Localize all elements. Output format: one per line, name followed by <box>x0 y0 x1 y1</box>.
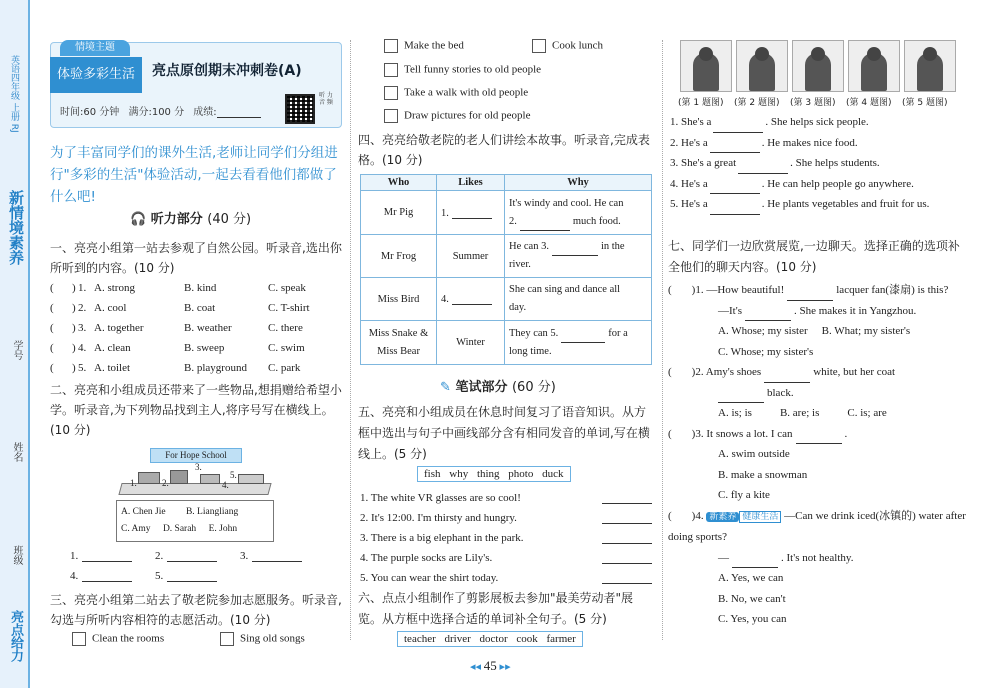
q7-stem: 七、同学们一边欣赏展览,一边聊天。选择正确的选项补全他们的聊天内容。(10 分) <box>668 239 960 274</box>
sentence-text: 1. She's a <box>670 116 712 128</box>
sentence-text: 5. He's a <box>670 198 708 210</box>
q5-sentence <box>360 508 652 528</box>
pencils-item <box>200 474 220 484</box>
why-text: They can 5. <box>509 327 559 339</box>
q7-item: ( )4. 新素养 健康生活 —Can we drink iced(冰镇的) water after doing sports? <box>668 509 966 543</box>
answer-blank[interactable] <box>710 203 760 215</box>
q1-opt-c[interactable]: C. park <box>268 362 301 374</box>
answer-blank[interactable] <box>796 432 842 444</box>
blank-num: 4. <box>441 294 449 305</box>
q7-options <box>668 589 968 610</box>
owner-e: E. John <box>208 524 238 534</box>
option-c[interactable]: C. Yes, you can <box>718 613 787 625</box>
badge-new-literacy: 新素养 <box>706 512 739 522</box>
pic-caption: (第 5 题图) <box>902 98 948 108</box>
owner-list <box>116 500 274 542</box>
cell-likes: Winter <box>437 321 505 365</box>
silhouette-pic-doctor <box>680 40 732 92</box>
option-b[interactable]: B. make a snowman <box>718 468 808 481</box>
cell-why <box>505 321 652 365</box>
question-text: It snows a lot. I can <box>706 427 793 440</box>
prev-arrow-icon: ◂◂ <box>470 661 482 673</box>
q1-opt-a[interactable]: A. together <box>94 322 144 334</box>
cell-why <box>505 191 652 235</box>
item-number: 1. <box>130 478 137 488</box>
header-who: Who <box>361 175 437 191</box>
header-why: Why <box>505 175 652 191</box>
sentence-text: 4. He's a <box>670 177 708 190</box>
q7-options <box>668 342 968 363</box>
question-text: white, but her coat <box>813 366 896 378</box>
checkbox[interactable] <box>384 63 398 77</box>
sentence-text: 2. It's 12:00. I'm thirsty and hungry. <box>360 512 517 524</box>
cell-likes: Summer <box>437 235 505 278</box>
q6-sentence <box>670 174 966 195</box>
cell-likes <box>437 191 505 235</box>
table-top <box>118 483 271 495</box>
sentence-text: . He plants vegetables and fruit for us. <box>761 198 930 210</box>
pic-caption: (第 1 题图) <box>678 98 724 108</box>
why-text: It's windy and cool. He can <box>509 197 624 209</box>
intro-text: 为了丰富同学们的课外生活,老师让同学们分组进行"多彩的生活"体验活动,一起去看看他们都做了什么吧! <box>50 145 338 205</box>
answer-blank[interactable] <box>764 371 810 383</box>
item-number: 3. <box>195 462 202 472</box>
answer-blank[interactable] <box>602 552 652 564</box>
answer-blank[interactable] <box>452 293 492 305</box>
option-a[interactable]: A. Yes, we can <box>718 572 784 584</box>
q1-opt-c[interactable]: C. speak <box>268 282 306 294</box>
option-c[interactable]: C. fly a kite <box>718 489 770 501</box>
answer-blank[interactable] <box>602 572 652 584</box>
answer-blank[interactable] <box>602 512 652 524</box>
q6-sentence <box>670 133 966 154</box>
option-label: Cook lunch <box>552 39 604 52</box>
cell-likes <box>437 278 505 321</box>
page-number-text: 45 <box>483 658 497 673</box>
cell-who: Miss Bird <box>361 278 437 321</box>
table-row <box>361 235 652 278</box>
q6-word-box: teacher driver doctor cook farmer <box>397 631 583 647</box>
cell-who: Miss Snake & Miss Bear <box>361 321 437 365</box>
q5-stem: 五、亮亮和小组成员在休息时间复习了语音知识。从方框中选出与句子中画线部分含有相同发音的单词,写在横线上。(5 分) <box>358 405 650 461</box>
q1-opt-b[interactable]: B. kind <box>184 282 217 294</box>
pencil-icon: ✎ <box>440 380 451 395</box>
answer-blank[interactable] <box>787 289 833 301</box>
answer-num: 5. <box>155 570 164 582</box>
question-text: — <box>718 551 729 564</box>
q1-row: ( ) 4. A. clean B. sweep C. swim <box>50 342 305 354</box>
answer-blank[interactable] <box>710 141 760 153</box>
answer-num: 4. <box>70 570 79 582</box>
sentence-text: 2. He's a <box>670 136 708 149</box>
option-a[interactable]: A. swim outside <box>718 448 790 460</box>
item-num: 1. <box>695 284 704 296</box>
option-b[interactable]: B. What; my sister's <box>821 325 911 337</box>
why-text: She can sing and dance all <box>509 284 621 295</box>
q1-opt-b[interactable]: B. sweep <box>184 342 225 354</box>
silhouette-head <box>923 47 937 61</box>
q1-opt-b[interactable]: B. playground <box>184 362 247 374</box>
series-label: 新情境素养 <box>7 190 25 265</box>
q1-num: 3. <box>78 322 87 334</box>
silhouette-pic-driver <box>848 40 900 92</box>
q1-stem: 一、亮亮小组第一站去参观了自然公园。听录音,选出你所听到的内容。(10 分) <box>50 241 342 275</box>
table-row <box>361 278 652 321</box>
q1-num: 1. <box>78 282 87 294</box>
silhouette-pic-cook <box>736 40 788 92</box>
q7-options <box>668 444 968 465</box>
item-number: 2. <box>162 478 169 488</box>
silhouette-head <box>867 47 881 61</box>
answer-blank[interactable] <box>745 309 791 321</box>
exam-title: 亮点原创期末冲刺卷(A) <box>152 63 302 79</box>
q3-option[interactable] <box>532 39 603 53</box>
writing-heading <box>440 376 556 395</box>
story-table <box>360 174 652 365</box>
item-num: 4. <box>695 509 704 522</box>
qr-code[interactable] <box>285 94 315 124</box>
question-text: . She makes it in Yangzhou. <box>793 304 917 317</box>
q4-stem: 四、亮亮给敬老院的老人们讲绘本故事。听录音,完成表格。(10 分) <box>358 133 650 167</box>
why-text: much food. <box>572 215 621 227</box>
q1-opt-a[interactable]: A. toilet <box>94 362 131 374</box>
q7-items <box>668 280 968 630</box>
answer-blank[interactable] <box>82 550 132 562</box>
book-stack-item <box>138 472 160 484</box>
q1-num: 2. <box>78 302 87 314</box>
q1-opt-b[interactable]: B. weather <box>184 322 232 334</box>
checkbox[interactable] <box>384 109 398 123</box>
q5-sentence <box>360 548 652 568</box>
option-c[interactable]: C. is; are <box>847 407 887 419</box>
q7-options <box>668 465 968 486</box>
q1-opt-c[interactable]: C. T-shirt <box>268 302 310 314</box>
blank-num: 1. <box>441 207 449 219</box>
cell-why <box>505 235 652 278</box>
answer-blank[interactable] <box>452 207 492 219</box>
answer-blank[interactable] <box>738 162 788 174</box>
pic-caption: (第 3 题图) <box>790 98 836 108</box>
score-label: 成绩: <box>193 107 217 118</box>
option-b[interactable]: B. No, we can't <box>718 592 786 605</box>
q5-sentence <box>360 488 652 508</box>
q3-option[interactable] <box>384 109 530 123</box>
headphone-icon: 🎧 <box>130 212 147 227</box>
checkbox[interactable] <box>72 632 86 646</box>
q7-item: ( )2. Amy's shoes white, but her coat <box>668 362 968 383</box>
q3-option[interactable] <box>384 39 464 53</box>
q1-opt-c[interactable]: C. swim <box>268 342 305 354</box>
option-label: Make the bed <box>404 39 464 52</box>
q2-answer-row-2 <box>70 570 217 582</box>
q7-options <box>668 568 968 589</box>
option-b[interactable]: B. are; is <box>779 407 820 419</box>
question-text: . It's not healthy. <box>781 551 854 564</box>
q1-num: 5. <box>78 362 87 374</box>
q1-row: ( ) 1. A. strong B. kind C. speak <box>50 282 306 294</box>
q5-word-box: fish why thing photo duck <box>417 466 571 482</box>
sentence-text: 3. There is a big elephant in the park. <box>360 532 524 544</box>
sentence-text: 1. The white VR glasses are so cool! <box>360 492 521 504</box>
q2-answer-row-1 <box>70 550 302 562</box>
question-text: —How beautiful! <box>706 284 785 296</box>
owner-a: A. Chen Jie <box>121 507 166 517</box>
q1-row: ( ) 2. A. cool B. coat C. T-shirt <box>50 302 310 314</box>
side-strip <box>0 0 30 688</box>
theme-title: 体验多彩生活 <box>50 57 142 93</box>
answer-blank[interactable] <box>732 556 778 568</box>
q1-opt-a[interactable]: A. cool <box>94 302 127 314</box>
q6-stem: 六、点点小组制作了剪影展板去参加"最美劳动者"展览。从方框中选择合适的单词补全句子。(5 分) <box>358 591 634 626</box>
answer-blank[interactable] <box>552 244 598 256</box>
answer-num: 1. <box>70 550 79 562</box>
question-text: black. <box>767 386 794 399</box>
q7-line <box>668 301 968 322</box>
brand-label: 亮点给力 <box>8 610 23 662</box>
q7-options <box>668 609 968 630</box>
q1-opt-a[interactable]: A. clean <box>94 342 131 354</box>
checkbox[interactable] <box>532 39 546 53</box>
checkbox[interactable] <box>384 39 398 53</box>
q3-stem: 三、亮亮小组第二站去了敬老院参加志愿服务。听录音,勾选与所听内容相符的志愿活动。(10 分) <box>50 593 342 627</box>
blank-num: 2. <box>509 215 517 227</box>
option-label: Sing old songs <box>240 632 305 645</box>
q6-sentence <box>670 194 966 215</box>
question-text: . <box>844 427 848 440</box>
writing-score: (60 分) <box>511 380 556 395</box>
badge-healthy-life: 健康生活 <box>739 511 781 523</box>
writing-title: 笔试部分 <box>455 380 508 395</box>
student-name-label: 姓名 <box>11 442 22 462</box>
item-number: 4. <box>222 480 229 490</box>
q1-opt-b[interactable]: B. coat <box>184 302 216 314</box>
q3-option[interactable] <box>220 632 305 646</box>
silhouette-head <box>699 47 713 61</box>
answer-blank[interactable] <box>713 121 763 133</box>
option-label: Take a walk with old people <box>404 86 529 99</box>
q7-line <box>668 548 968 569</box>
option-label: Tell funny stories to old people <box>404 63 542 76</box>
time-limit: 时间:60 分钟 <box>60 107 120 118</box>
answer-blank[interactable] <box>167 570 217 582</box>
sentence-text: . She helps sick people. <box>765 116 869 128</box>
student-id-label: 学号 <box>11 340 22 360</box>
next-arrow-icon: ▸▸ <box>499 661 511 673</box>
silhouette-pic-teacher <box>792 40 844 92</box>
why-text: in the river. <box>509 241 625 270</box>
owner-c: C. Amy <box>121 524 151 534</box>
why-text: day. <box>509 302 527 313</box>
q7-options <box>668 403 968 424</box>
q5-sentences <box>360 488 652 588</box>
silhouette-pic-farmer <box>904 40 956 92</box>
answer-blank[interactable] <box>561 331 605 343</box>
q1-row: ( ) 5. A. toilet B. playground C. park <box>50 362 301 374</box>
answer-blank[interactable] <box>252 550 302 562</box>
q7-item: ( )3. It snows a lot. I can . <box>668 424 968 445</box>
option-a[interactable]: A. Whose; my sister <box>718 325 808 337</box>
checkbox[interactable] <box>220 632 234 646</box>
q3-option[interactable] <box>384 86 528 100</box>
answer-blank[interactable] <box>710 182 760 194</box>
full-score: 满分:100 分 <box>128 107 185 118</box>
listening-title: 听力部分 <box>150 212 203 227</box>
answer-blank[interactable] <box>718 391 764 403</box>
sentence-text: . He can help people go anywhere. <box>761 177 914 190</box>
item-num: 2. <box>695 366 704 378</box>
pic-caption: (第 4 题图) <box>846 98 892 108</box>
score-blank[interactable] <box>217 106 261 118</box>
why-text: for a long time. <box>509 327 628 357</box>
theme-tag: 情境主题 <box>60 40 130 56</box>
option-a[interactable]: A. is; is <box>718 407 752 419</box>
question-text: Amy's shoes <box>705 366 762 378</box>
pic-caption: (第 2 题图) <box>734 98 780 108</box>
listening-heading <box>130 208 251 227</box>
sentence-text: 5. You can wear the shirt today. <box>360 572 499 584</box>
option-label: Draw pictures for old people <box>404 109 531 122</box>
q7-options <box>668 485 968 506</box>
q1-row: ( ) 3. A. together B. weather C. there <box>50 322 303 334</box>
exam-info <box>60 103 261 118</box>
item-number: 5. <box>230 470 237 480</box>
q6-sentence <box>670 112 966 133</box>
class-label: 班级 <box>11 545 22 565</box>
owner-d: D. Sarah <box>162 524 197 534</box>
table-header-row <box>361 175 652 191</box>
table-row <box>361 321 652 365</box>
answer-blank[interactable] <box>602 532 652 544</box>
silhouette-head <box>811 47 825 61</box>
q1-options <box>50 282 345 382</box>
page-number <box>470 658 511 674</box>
q6-sentence <box>670 153 966 174</box>
hope-school-sign: For Hope School <box>150 448 242 463</box>
column-divider <box>350 40 351 640</box>
schoolbag-item <box>170 470 188 484</box>
answer-blank[interactable] <box>520 219 570 231</box>
q1-opt-c[interactable]: C. there <box>268 322 303 334</box>
answer-num: 2. <box>155 550 164 562</box>
q6-sentences <box>670 112 966 215</box>
why-text: He can 3. <box>509 241 549 252</box>
owner-b: B. Liangliang <box>185 507 239 517</box>
q3-option[interactable] <box>384 63 541 77</box>
q1-num: 4. <box>78 342 87 354</box>
question-text: lacquer fan(漆扇) is this? <box>836 284 949 296</box>
question-text: —It's <box>718 304 742 317</box>
answer-blank[interactable] <box>167 550 217 562</box>
option-label: Clean the rooms <box>92 632 165 645</box>
table-row <box>361 191 652 235</box>
answer-blank[interactable] <box>82 570 132 582</box>
q1-opt-a[interactable]: A. strong <box>94 282 135 294</box>
option-c[interactable]: C. Whose; my sister's <box>718 345 814 358</box>
q7-item: ( )1. —How beautiful! lacquer fan(漆扇) is this? <box>668 280 968 301</box>
cell-who: Mr Pig <box>361 191 437 235</box>
book-label: 英语四年级 上册 RJ <box>9 55 19 133</box>
checkbox[interactable] <box>384 86 398 100</box>
header-likes: Likes <box>437 175 505 191</box>
q7-options <box>668 321 968 342</box>
donation-illustration <box>110 448 280 544</box>
ruler-item <box>238 474 264 484</box>
cell-who: Mr Frog <box>361 235 437 278</box>
sentence-text: . She helps students. <box>790 157 880 169</box>
q3-option[interactable] <box>72 632 164 646</box>
pic-captions <box>678 95 968 108</box>
listening-score: (40 分) <box>207 212 252 227</box>
sentence-text: 3. She's a great <box>670 157 737 169</box>
q5-sentence <box>360 528 652 548</box>
answer-blank[interactable] <box>602 492 652 504</box>
q2-stem: 二、亮亮和小组成员还带来了一些物品,想捐赠给希望小学。听录音,为下列物品找到主人,将序号写在横线上。(10 分) <box>50 383 342 437</box>
sentence-text: 4. The purple socks are Lily's. <box>360 552 493 564</box>
column-divider <box>662 40 663 640</box>
cell-why <box>505 278 652 321</box>
qr-label: 听 力 音 频 <box>319 92 333 106</box>
silhouette-head <box>755 47 769 61</box>
question-text: —Can we drink iced(冰镇的) water after doing sports? <box>668 509 966 543</box>
sentence-text: . He makes nice food. <box>761 136 858 149</box>
q5-sentence <box>360 568 652 588</box>
item-num: 3. <box>695 427 704 440</box>
q7-line <box>668 383 968 404</box>
answer-num: 3. <box>240 550 249 562</box>
